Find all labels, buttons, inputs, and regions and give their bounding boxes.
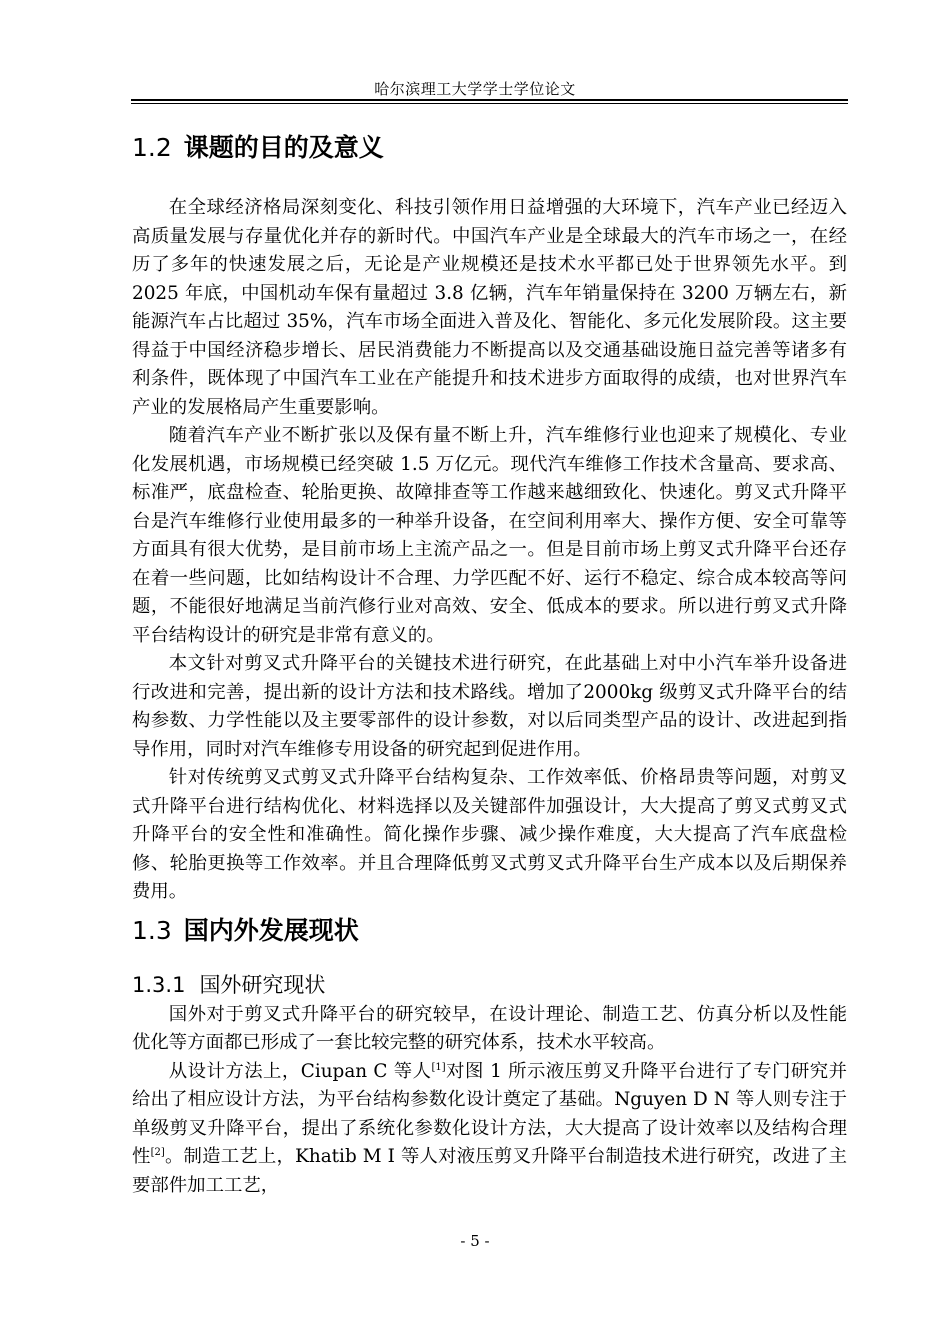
paragraph-1-3-1-2 [132, 1058, 847, 1201]
p2-text-b: 对图 1 所示液压剪叉升降平台进行了专门研究并给出了相应设计方法，为平台结构参数化设计奠定了基础。Nguyen D N 等人则专注于单级剪叉升降平台，提出了系统化参数化设计方法，大大提高了设计效率以及结构合理性 [132, 1060, 847, 1167]
heading-1-2-title: 课题的目的及意义 [183, 133, 384, 162]
heading-1-3-title: 国内外发展现状 [183, 915, 359, 945]
paragraph-1-2-3: 本文针对剪叉式升降平台的关键技术进行研究，在此基础上对中小汽车举升设备进行改进和完善，提出新的设计方法和技术路线。增加了2000kg 级剪叉式升降平台的结构参数、力学性能以及主要零部件的设计参数，对以后同类型产品的设计、改进起到指导作用，同时对汽车维修专用设备的研究起到促进作用。 [132, 653, 847, 760]
citation-1: [1] [431, 1061, 446, 1073]
paragraph-1-2-4: 针对传统剪叉式剪叉式升降平台结构复杂、工作效率低、价格昂贵等问题，对剪叉式升降平台进行结构优化、材料选择以及关键部件加强设计，大大提高了剪叉式剪叉式升降平台的安全性和准确性。简化操作步骤、减少操作难度，大大提高了汽车底盘检修、轮胎更换等工作效率。并且合理降低剪叉式剪叉式升降平台生产成本以及后期保养费用。 [132, 767, 847, 902]
citation-2: [2] [150, 1147, 165, 1158]
heading-1-2-number: 1.2 [132, 133, 172, 162]
heading-1-3-1-number: 1.3.1 [132, 972, 186, 997]
p2-text-c: 。制造工艺上，Khatib M I 等人对液压剪叉升降平台制造技术进行研究，改进了主要部件加工工艺， [132, 1146, 847, 1196]
p2-text-a: 从设计方法上，Ciupan C 等人 [168, 1060, 432, 1082]
paragraph-1-2-2: 随着汽车产业不断扩张以及保有量不断上升，汽车维修行业也迎来了规模化、专业化发展机遇，市场规模已经突破 1.5 万亿元。现代汽车维修工作技术含量高、要求高、标准严，底盘检查、轮胎更换、故障排查等工作越来越细致化、快速化。剪叉式升降平台是汽车维修行业使用最多的一种举升设备，在空间利用率大、操作方便、安全可靠等方面具有很大优势，是目前市场上主流产品之一。但是目前市场上剪叉式升降平台还存在着一些问题，比如结构设计不合理、力学匹配不好、运行不稳定、综合成本较高等问题，不能很好地满足当前汽修行业对高效、安全、低成本的要求。所以进行剪叉式升降平台结构设计的研究是非常有意义的。 [132, 425, 847, 646]
heading-1-3 [132, 911, 847, 951]
heading-1-3-1-title: 国外研究现状 [199, 972, 326, 997]
heading-1-2 [132, 128, 847, 168]
heading-1-3-number: 1.3 [132, 915, 172, 945]
paragraph-1-3-1-1: 国外对于剪叉式升降平台的研究较早，在设计理论、制造工艺、仿真分析以及性能优化等方面都已形成了一套比较完整的研究体系，技术水平较高。 [132, 1003, 847, 1053]
paragraph-1-2-1: 在全球经济格局深刻变化、科技引领作用日益增强的大环境下，汽车产业已经迈入高质量发展与存量优化并存的新时代。中国汽车产业是全球最大的汽车市场之一，在经历了多年的快速发展之后，无论是产业规模还是技术水平都已处于世界领先水平。到 2025 年底，中国机动车保有量超过 3.8 亿辆，汽车年销量保持在 3200 万辆左右，新能源汽车占比超过 35%，汽车市场全面进入普及化、智能化、多元化发展阶段。这主要得益于中国经济稳步增长、居民消费能力不断提高以及交通基础设施日益完善等诸多有利条件，既体现了中国汽车工业在产能提升和技术进步方面取得的成绩，也对世界汽车产业的发展格局产生重要影响。 [132, 197, 847, 418]
page-number: - 5 - [460, 1232, 490, 1250]
header-rule-thin [131, 103, 848, 104]
heading-1-3-1 [132, 969, 847, 1001]
header-rule-thick [131, 99, 848, 101]
page-body [132, 128, 847, 1200]
page-header-title: 哈尔滨理工大学学士学位论文 [374, 80, 576, 98]
